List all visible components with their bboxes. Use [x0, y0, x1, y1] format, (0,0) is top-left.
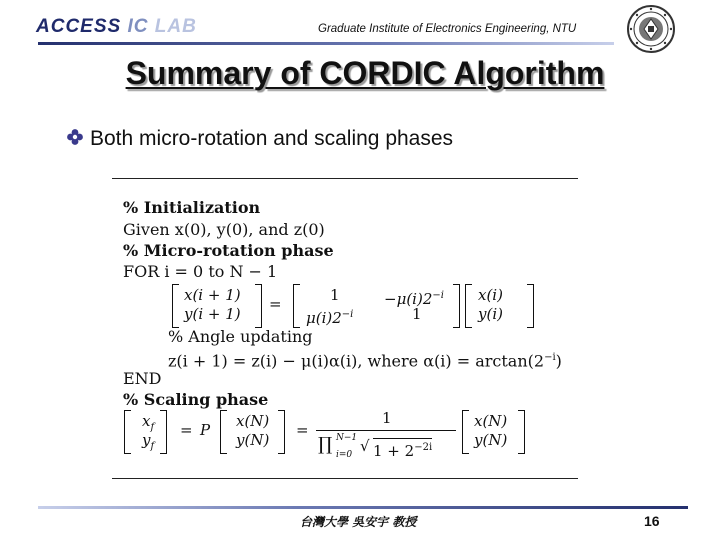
- scaling-equals-1: =: [180, 421, 193, 439]
- lab-word-ic: IC: [127, 16, 149, 37]
- matrix-m11: 1: [330, 286, 340, 304]
- scaling-rhs-top: x(N): [474, 412, 508, 430]
- lab-word-lab: LAB: [154, 16, 197, 37]
- scaling-product-upper: N−1: [336, 433, 358, 443]
- scaling-vec-bottom: y(N): [236, 431, 270, 449]
- scaling-lhs-right-bracket: [160, 410, 167, 454]
- comment-scaling: % Scaling phase: [123, 390, 269, 409]
- comment-micro-rotation: % Micro-rotation phase: [123, 241, 334, 260]
- angle-update-line: z(i + 1) = z(i) − μ(i)α(i), where $\alpha(i) = \arctan(2^{-i})$: [168, 351, 562, 371]
- scaling-p-symbol: P: [200, 421, 211, 439]
- lhs-bottom: y(i + 1): [184, 305, 241, 323]
- algorithm-top-rule: [112, 178, 578, 179]
- matrix-m12: $-\mu(i)2^{-i}$: [384, 290, 444, 308]
- university-seal-icon: [626, 4, 676, 54]
- given-line: Given x(0), y(0), and z(0): [123, 220, 325, 239]
- matrix-m21: $\mu(i)2^{-i}$: [306, 309, 354, 327]
- footer-text: 台灣大學 吳安宇 教授: [300, 515, 417, 529]
- rhs-left-bracket: [465, 284, 472, 328]
- bullet-item: [66, 127, 453, 151]
- scaling-vec-right-bracket: [278, 410, 285, 454]
- scaling-numerator: 1: [382, 409, 392, 427]
- matrix-m22: 1: [412, 305, 422, 323]
- lhs-left-bracket: [172, 284, 179, 328]
- scaling-sqrt-sign: √: [360, 437, 370, 455]
- scaling-product-lower: i=0: [336, 450, 353, 460]
- institute-name: Graduate Institute of Electronics Engineering, NTU: [318, 23, 577, 35]
- lab-logo-text: [36, 16, 197, 38]
- comment-angle-updating: % Angle updating: [168, 327, 313, 346]
- diamond-bullet-icon: [66, 128, 84, 146]
- for-line: FOR i = 0 to N − 1: [123, 262, 278, 281]
- rhs-right-bracket: [527, 284, 534, 328]
- lab-word-access: ACCESS: [36, 16, 122, 37]
- end-line: END: [123, 369, 162, 388]
- equals-sign: =: [269, 295, 282, 313]
- matrix-left-bracket: [293, 284, 300, 328]
- scaling-product-symbol: ∏: [318, 434, 333, 455]
- scaling-xf: $x_f$: [142, 412, 155, 433]
- algorithm-bottom-rule: [112, 478, 578, 479]
- scaling-rhs-bottom: y(N): [474, 431, 508, 449]
- scaling-vec-left-bracket: [220, 410, 227, 454]
- scaling-rhs-right-bracket: [518, 410, 525, 454]
- lhs-right-bracket: [255, 284, 262, 328]
- scaling-sqrt-body: $1 + 2^{-2i}$: [373, 438, 432, 460]
- header-divider: [38, 42, 614, 45]
- matrix-right-bracket: [453, 284, 460, 328]
- bullet-text: Both micro-rotation and scaling phases: [90, 127, 454, 150]
- scaling-equals-2: =: [296, 421, 309, 439]
- scaling-lhs-left-bracket: [124, 410, 131, 454]
- slide-title: Summary of CORDIC Algorithm: [125, 55, 605, 91]
- footer-divider: [38, 506, 688, 509]
- scaling-yf: $y_f$: [142, 431, 155, 452]
- rhs-top: x(i): [478, 286, 503, 304]
- rhs-bottom: y(i): [478, 305, 503, 323]
- scaling-rhs-left-bracket: [462, 410, 469, 454]
- scaling-vec-top: x(N): [236, 412, 270, 430]
- comment-initialization: % Initialization: [123, 198, 261, 217]
- page-number: 16: [644, 513, 660, 529]
- lhs-top: x(i + 1): [184, 286, 241, 304]
- scaling-fraction-line: [316, 430, 456, 431]
